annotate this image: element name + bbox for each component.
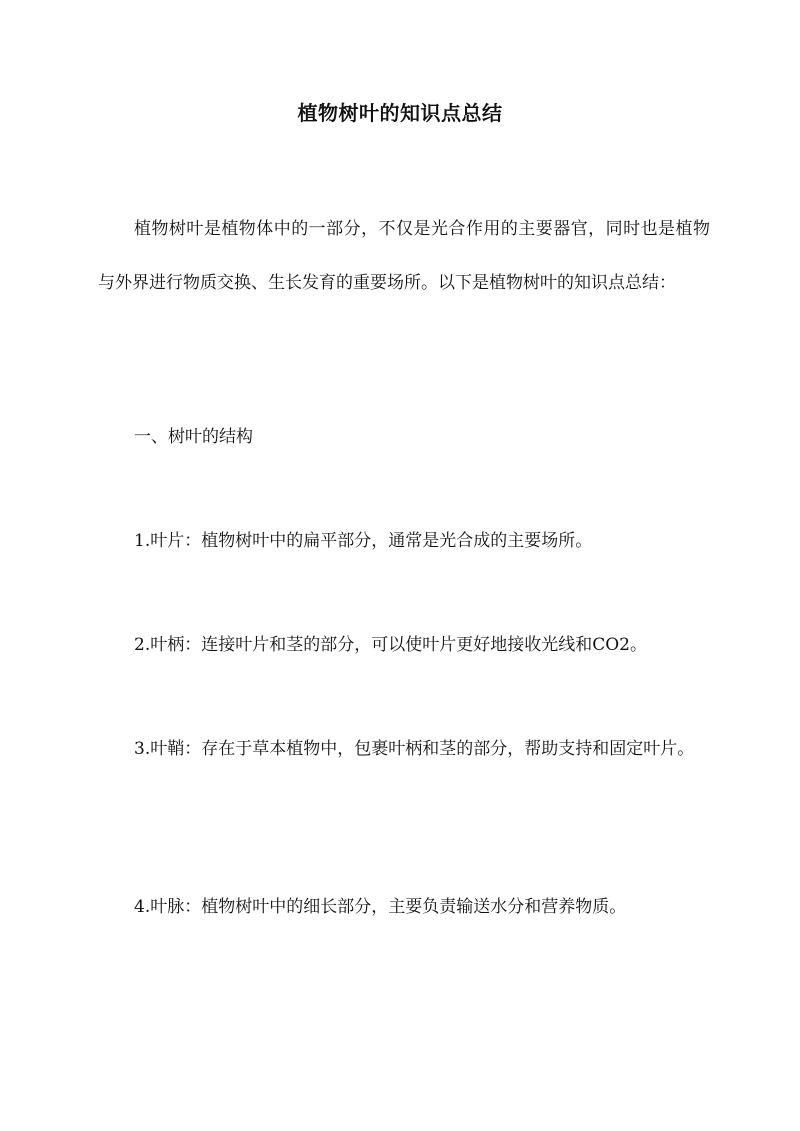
section-heading: 一、树叶的结构 [134, 427, 253, 447]
list-item: 3.叶鞘：存在于草本植物中，包裹叶柄和茎的部分，帮助支持和固定叶片。 [134, 739, 695, 759]
document-title: 植物树叶的知识点总结 [297, 101, 503, 125]
list-item: 1.叶片：植物树叶中的扁平部分，通常是光合成的主要场所。 [134, 531, 593, 551]
intro-paragraph: 植物树叶是植物体中的一部分，不仅是光合作用的主要器官，同时也是植物与外界进行物质交换、生长发育的重要场所。以下是植物树叶的知识点总结： [98, 219, 710, 293]
list-item: 4.叶脉：植物树叶中的细长部分，主要负责输送水分和营养物质。 [134, 897, 627, 917]
list-item: 2.叶柄：连接叶片和茎的部分，可以使叶片更好地接收光线和CO2。 [134, 635, 647, 655]
